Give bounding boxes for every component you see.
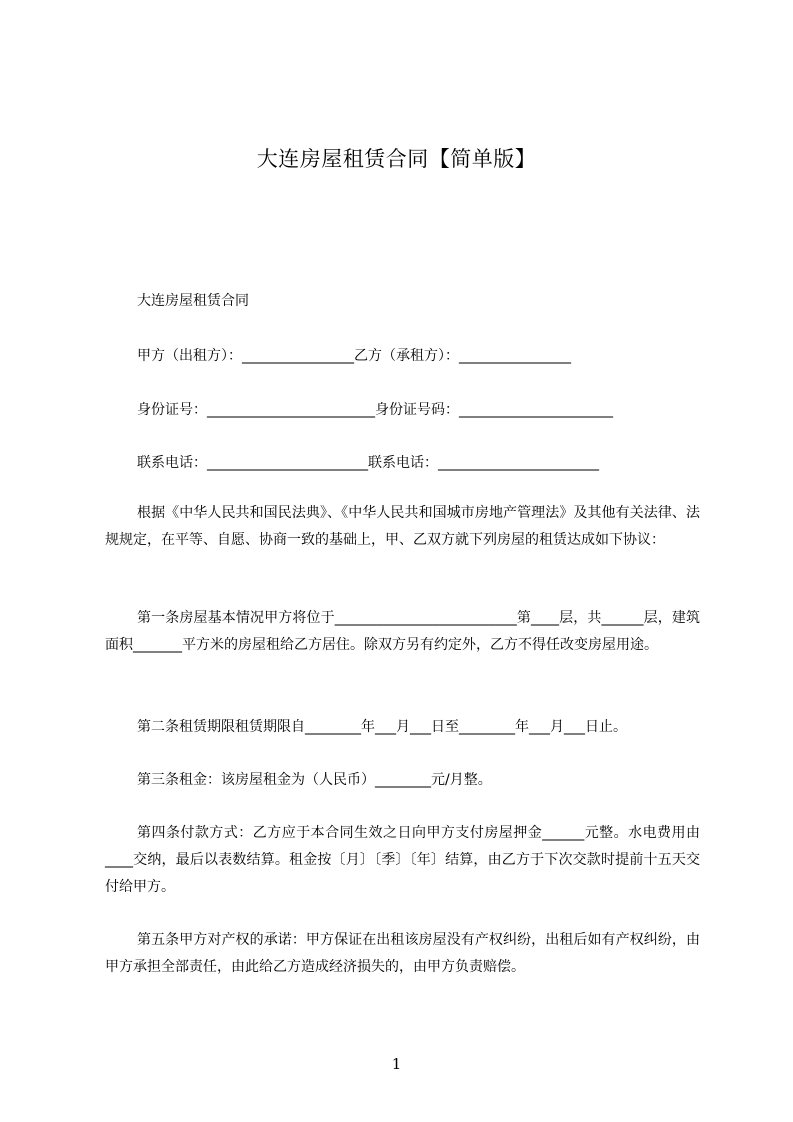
id-number-line: 身份证号：________________________身份证号码：______________________ (137, 402, 613, 418)
page-number: 1 (391, 1055, 402, 1073)
preamble-paragraph: 根据《中华人民共和国民法典》、《中华人民共和国城市房地产管理法》及其他有关法律、法规规定，在平等、自愿、协商一致的基础上，甲、乙双方就下列房屋的租赁达成如下协议： (105, 505, 700, 548)
contract-subtitle: 大连房屋租赁合同 (137, 293, 249, 309)
article-5-paragraph: 第五条甲方对产权的承诺：甲方保证在出租该房屋没有产权纠纷，出租后如有产权纠纷，由甲方承担全部责任，由此给乙方造成经济损失的，由甲方负责赔偿。 (105, 932, 700, 975)
article-2-paragraph: 第二条租赁期限租赁期限自________年___月___日至________年___月___日止。 (137, 719, 627, 735)
parties-line: 甲方（出租方）：________________乙方（承租方）：________________ (137, 348, 571, 364)
document-title: 大连房屋租赁合同【简单版】 (256, 147, 537, 171)
article-3-paragraph: 第三条租金：该房屋租金为（人民币）________元/月整。 (137, 772, 492, 788)
article-1-paragraph: 第一条房屋基本情况甲方将位于__________________________第____层，共______层，建筑面积_______平方米的房屋租给乙方居住。除双方另有约定外，乙方不得任改变房屋用途。 (105, 610, 700, 653)
phone-line: 联系电话：_______________________联系电话：_______________________ (137, 455, 599, 471)
article-4-paragraph: 第四条付款方式：乙方应于本合同生效之日向甲方支付房屋押金______元整。水电费用由____交纳，最后以表数结算。租金按〔月〕〔季〕〔年〕结算，由乙方于下次交款时提前十五天交付给甲方。 (105, 825, 700, 895)
